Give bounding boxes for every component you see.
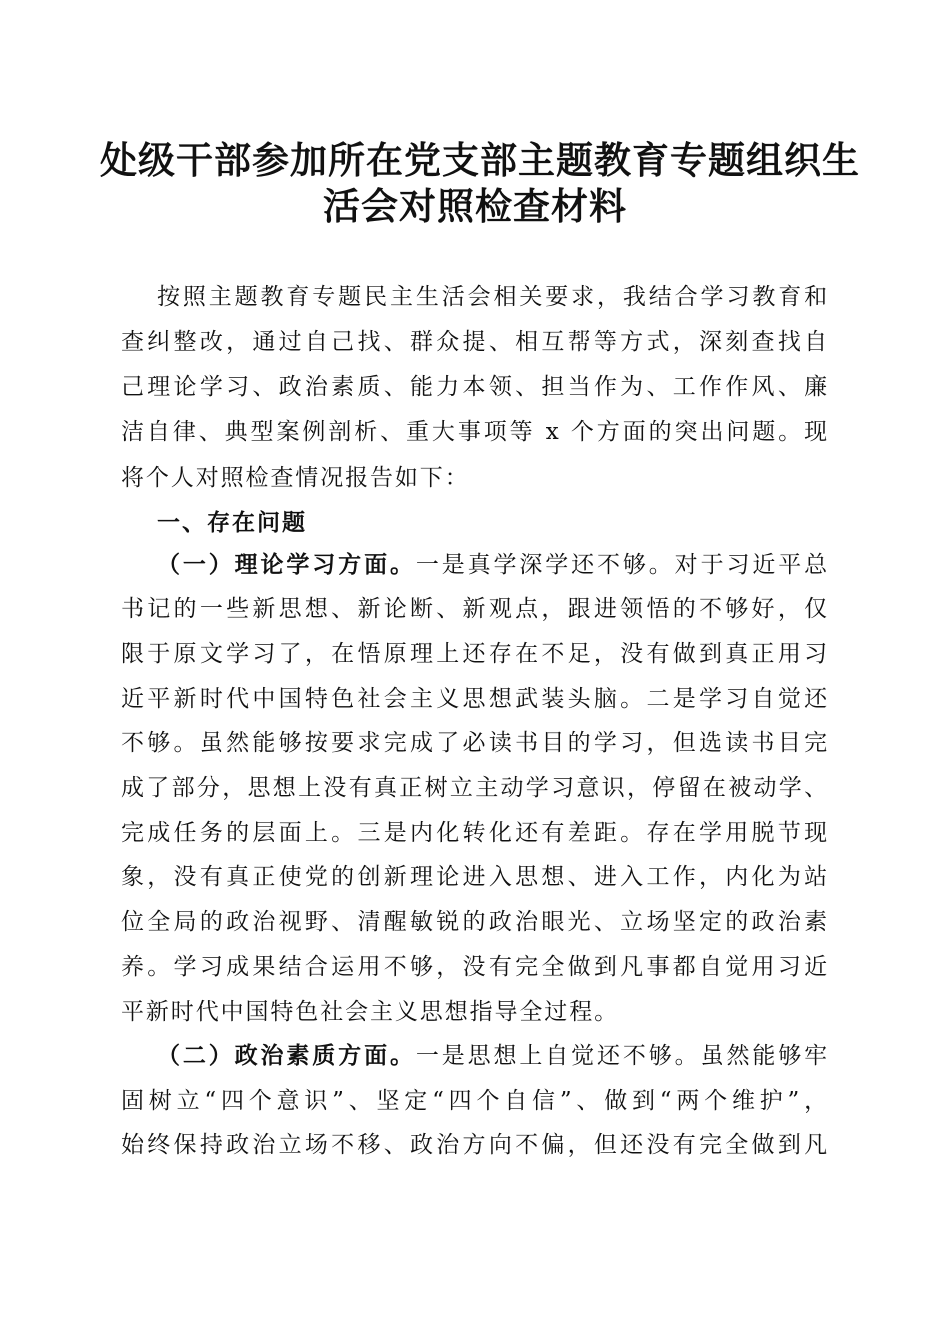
body-text-line: 固树立“四个意识”、坚定“四个自信”、做到“两个维护”， — [121, 1088, 829, 1114]
section-heading: 一、存在问题 — [157, 510, 307, 536]
body-text-line: 完成任务的层面上。三是内化转化还有差距。存在学用脱节现 — [121, 820, 829, 846]
body-text-line: 近平新时代中国特色社会主义思想武装头脑。二是学习自觉还 — [121, 686, 829, 712]
body-text-line: 成了部分，思想上没有真正树立主动学习意识，停留在被动学、 — [121, 775, 829, 801]
subsection-text: 一是真学深学还不够。对于习近平总 — [415, 552, 829, 578]
subsection-first-line — [121, 542, 829, 588]
body-text-line: 限于原文学习了，在悟原理上还存在不足，没有做到真正用习 — [121, 641, 829, 667]
body-text-line: 将个人对照检查情况报告如下： — [121, 465, 470, 491]
body-text-line: 象，没有真正使党的创新理论进入思想、进入工作，内化为站 — [121, 864, 829, 890]
body-text-line: 按照主题教育专题民主生活会相关要求，我结合学习教育和 — [157, 284, 829, 310]
body-text-line: 养。学习成果结合运用不够，没有完全做到凡事都自觉用习近 — [121, 954, 829, 980]
body-text-line: 始终保持政治立场不移、政治方向不偏，但还没有完全做到凡 — [121, 1132, 829, 1158]
document-title-line-1: 处级干部参加所在党支部主题教育专题组织生 — [100, 138, 860, 182]
body-text-line: 平新时代中国特色社会主义思想指导全过程。 — [121, 999, 619, 1025]
body-text-line: 位全局的政治视野、清醒敏锐的政治眼光、立场坚定的政治素 — [121, 909, 829, 935]
subsection-first-line — [121, 1033, 829, 1079]
subsection-lead: （一）理论学习方面。 — [157, 552, 416, 578]
subsection-lead: （二）政治素质方面。 — [157, 1043, 416, 1069]
body-text-line: 洁自律、典型案例剖析、重大事项等 x 个方面的突出问题。现 — [121, 419, 829, 445]
body-text-line: 书记的一些新思想、新论断、新观点，跟进领悟的不够好，仅 — [121, 596, 829, 622]
document-title-line-2: 活会对照检查材料 — [323, 184, 627, 228]
subsection-text: 一是思想上自觉还不够。虽然能够牢 — [415, 1043, 829, 1069]
body-text-line: 不够。虽然能够按要求完成了必读书目的学习，但选读书目完 — [121, 730, 829, 756]
body-text-line: 己理论学习、政治素质、能力本领、担当作为、工作作风、廉 — [121, 374, 829, 400]
body-text-line: 查纠整改，通过自己找、群众提、相互帮等方式，深刻查找自 — [121, 329, 829, 355]
